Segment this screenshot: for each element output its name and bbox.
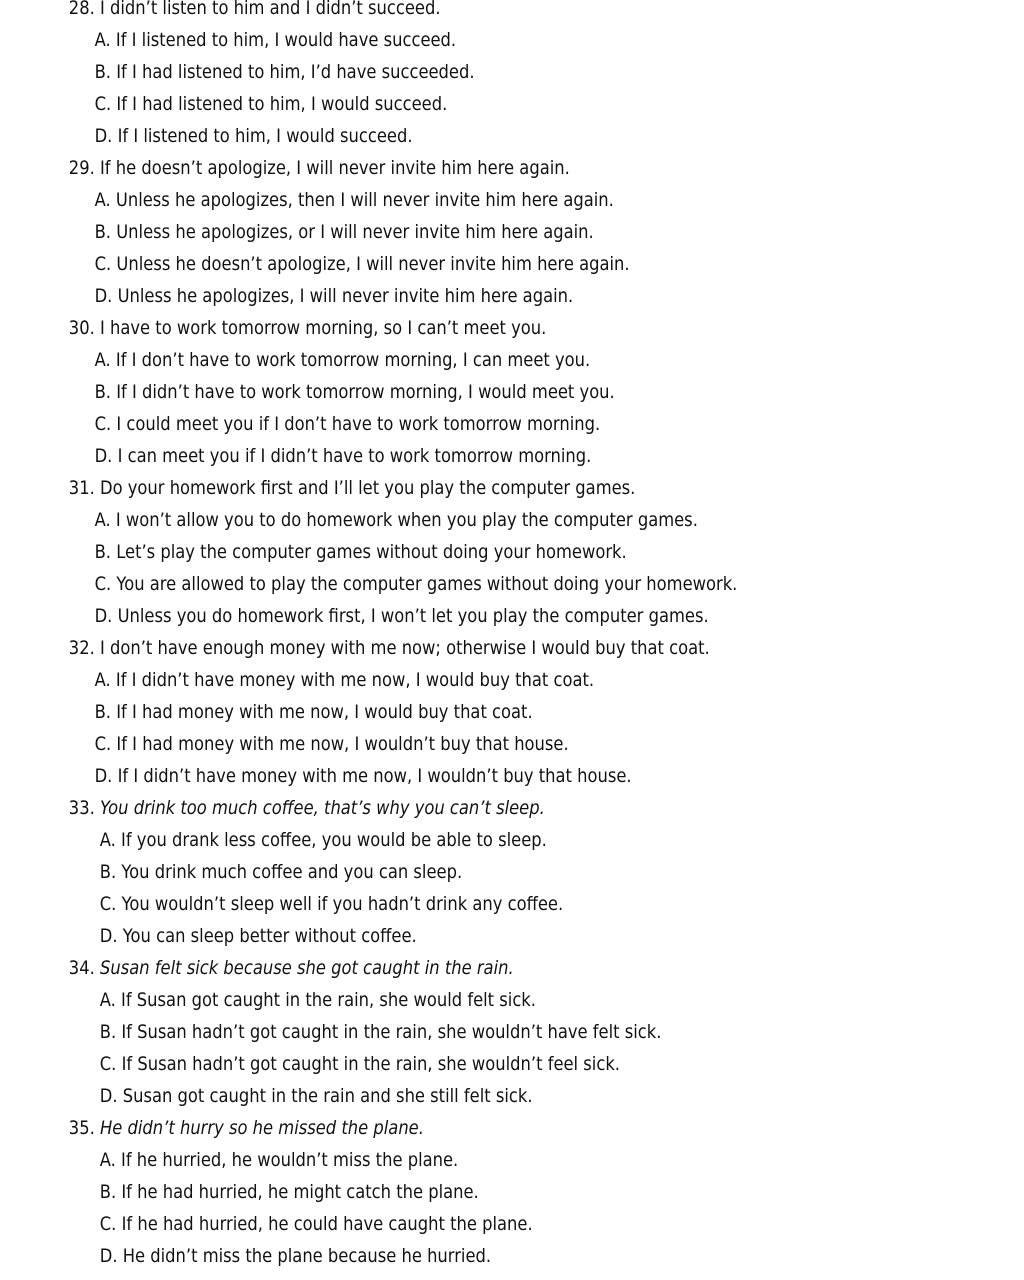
question-text: If he doesn’t apologize, I will never invite him here again. bbox=[99, 157, 570, 179]
option-text: I won’t allow you to do homework when you play the computer games. bbox=[115, 509, 698, 531]
option-text: Let’s play the computer games without doing your homework. bbox=[116, 541, 627, 563]
option-text: Unless he doesn’t apologize, I will never invite him here again. bbox=[116, 253, 630, 275]
option-letter: C. bbox=[99, 893, 117, 915]
option-text: If I had listened to him, I’d have succeeded. bbox=[116, 61, 475, 83]
option-b bbox=[0, 1016, 881, 1048]
option-text: If I had money with me now, I would buy that coat. bbox=[116, 701, 533, 723]
option-letter: D. bbox=[94, 445, 113, 467]
option-letter: D. bbox=[94, 285, 113, 307]
question-stem bbox=[0, 632, 881, 664]
question-32 bbox=[0, 632, 1024, 792]
question-text: I didn’t listen to him and I didn’t succeed. bbox=[99, 0, 441, 19]
option-d bbox=[0, 600, 881, 632]
option-text: If Susan hadn’t got caught in the rain, she wouldn’t feel sick. bbox=[121, 1053, 620, 1075]
option-a bbox=[0, 504, 881, 536]
option-text: If I don’t have to work tomorrow morning, I can meet you. bbox=[115, 349, 591, 371]
question-29 bbox=[0, 152, 1024, 312]
question-text: You drink too much coffee, that’s why you can’t sleep. bbox=[99, 797, 545, 819]
question-28 bbox=[0, 0, 1024, 152]
question-stem bbox=[0, 312, 881, 344]
option-a bbox=[0, 24, 881, 56]
question-34 bbox=[0, 952, 1024, 1112]
option-letter: A. bbox=[94, 189, 111, 211]
question-stem bbox=[0, 472, 881, 504]
question-number: 29. bbox=[68, 157, 95, 179]
option-letter: D. bbox=[99, 925, 118, 947]
question-number: 34. bbox=[68, 957, 95, 979]
option-b bbox=[0, 216, 881, 248]
question-number: 32. bbox=[68, 637, 95, 659]
option-text: Unless you do homework first, I won’t let you play the computer games. bbox=[117, 605, 709, 627]
question-30 bbox=[0, 312, 1024, 472]
option-b bbox=[0, 696, 881, 728]
option-text: You are allowed to play the computer games without doing your homework. bbox=[116, 573, 738, 595]
option-a bbox=[0, 1144, 881, 1176]
option-letter: A. bbox=[94, 349, 111, 371]
question-text: I have to work tomorrow morning, so I can’t meet you. bbox=[99, 317, 547, 339]
option-letter: C. bbox=[99, 1053, 117, 1075]
option-letter: C. bbox=[99, 1213, 117, 1235]
option-a bbox=[0, 184, 881, 216]
option-text: Susan got caught in the rain and she still felt sick. bbox=[122, 1085, 533, 1107]
option-a bbox=[0, 344, 881, 376]
question-stem bbox=[0, 1112, 881, 1144]
option-text: If I didn’t have to work tomorrow morning, I would meet you. bbox=[116, 381, 615, 403]
option-text: If he had hurried, he might catch the plane. bbox=[121, 1181, 479, 1203]
option-letter: B. bbox=[99, 861, 117, 883]
option-letter: B. bbox=[94, 541, 112, 563]
question-number: 30. bbox=[68, 317, 95, 339]
option-c bbox=[0, 1208, 881, 1240]
option-a bbox=[0, 984, 881, 1016]
option-letter: A. bbox=[94, 29, 111, 51]
option-c bbox=[0, 1048, 881, 1080]
option-c bbox=[0, 408, 881, 440]
option-text: If you drank less coffee, you would be able to sleep. bbox=[121, 829, 547, 851]
question-text: He didn’t hurry so he missed the plane. bbox=[99, 1117, 424, 1139]
question-text: I don’t have enough money with me now; otherwise I would buy that coat. bbox=[99, 637, 710, 659]
option-text: You can sleep better without coffee. bbox=[122, 925, 417, 947]
option-letter: C. bbox=[94, 93, 112, 115]
option-d bbox=[0, 120, 881, 152]
option-text: If he had hurried, he could have caught the plane. bbox=[121, 1213, 533, 1235]
option-c bbox=[0, 888, 881, 920]
option-text: You drink much coffee and you can sleep. bbox=[121, 861, 463, 883]
question-stem bbox=[0, 0, 881, 24]
option-letter: B. bbox=[99, 1181, 117, 1203]
option-d bbox=[0, 920, 881, 952]
option-a bbox=[0, 664, 881, 696]
option-d bbox=[0, 440, 881, 472]
option-text: Unless he apologizes, then I will never invite him here again. bbox=[115, 189, 614, 211]
option-letter: C. bbox=[94, 253, 112, 275]
question-35 bbox=[0, 1112, 1024, 1272]
option-text: If Susan got caught in the rain, she would felt sick. bbox=[121, 989, 536, 1011]
option-letter: D. bbox=[94, 765, 113, 787]
option-letter: A. bbox=[94, 509, 111, 531]
option-text: Unless he apologizes, I will never invite him here again. bbox=[117, 285, 574, 307]
option-d bbox=[0, 760, 881, 792]
option-text: If he hurried, he wouldn’t miss the plane. bbox=[121, 1149, 459, 1171]
option-a bbox=[0, 824, 881, 856]
option-letter: D. bbox=[99, 1085, 118, 1107]
option-letter: C. bbox=[94, 413, 112, 435]
option-letter: C. bbox=[94, 733, 112, 755]
option-letter: D. bbox=[99, 1245, 118, 1267]
question-number: 35. bbox=[68, 1117, 95, 1139]
option-b bbox=[0, 536, 881, 568]
option-b bbox=[0, 1176, 881, 1208]
option-letter: A. bbox=[99, 989, 116, 1011]
question-31 bbox=[0, 472, 1024, 632]
option-text: If I listened to him, I would have succeed. bbox=[115, 29, 457, 51]
option-letter: D. bbox=[94, 125, 113, 147]
option-text: If Susan hadn’t got caught in the rain, she wouldn’t have felt sick. bbox=[121, 1021, 662, 1043]
option-letter: A. bbox=[99, 1149, 116, 1171]
question-33 bbox=[0, 792, 1024, 952]
question-text: Do your homework first and I’ll let you play the computer games. bbox=[99, 477, 636, 499]
option-d bbox=[0, 1240, 881, 1272]
option-text: He didn’t miss the plane because he hurried. bbox=[122, 1245, 492, 1267]
option-letter: A. bbox=[94, 669, 111, 691]
option-letter: B. bbox=[94, 221, 112, 243]
option-c bbox=[0, 728, 881, 760]
option-c bbox=[0, 568, 881, 600]
question-number: 33. bbox=[68, 797, 95, 819]
question-stem bbox=[0, 152, 881, 184]
option-c bbox=[0, 248, 881, 280]
option-d bbox=[0, 1080, 881, 1112]
question-text: Susan felt sick because she got caught in the rain. bbox=[99, 957, 514, 979]
question-number: 31. bbox=[68, 477, 95, 499]
option-text: You wouldn’t sleep well if you hadn’t drink any coffee. bbox=[121, 893, 564, 915]
option-letter: C. bbox=[94, 573, 112, 595]
option-text: I can meet you if I didn’t have to work tomorrow morning. bbox=[117, 445, 592, 467]
question-stem bbox=[0, 952, 881, 984]
option-text: If I listened to him, I would succeed. bbox=[117, 125, 413, 147]
option-letter: A. bbox=[99, 829, 116, 851]
option-letter: B. bbox=[99, 1021, 117, 1043]
option-d bbox=[0, 280, 881, 312]
option-b bbox=[0, 56, 881, 88]
option-text: If I didn’t have money with me now, I wouldn’t buy that house. bbox=[117, 765, 632, 787]
option-b bbox=[0, 376, 881, 408]
option-letter: B. bbox=[94, 381, 112, 403]
question-stem bbox=[0, 792, 881, 824]
option-text: If I didn’t have money with me now, I would buy that coat. bbox=[115, 669, 595, 691]
option-letter: D. bbox=[94, 605, 113, 627]
option-letter: B. bbox=[94, 701, 112, 723]
option-text: Unless he apologizes, or I will never invite him here again. bbox=[116, 221, 594, 243]
question-number: 28. bbox=[68, 0, 95, 19]
option-text: I could meet you if I don’t have to work tomorrow morning. bbox=[116, 413, 601, 435]
option-c bbox=[0, 88, 881, 120]
option-text: If I had listened to him, I would succeed. bbox=[116, 93, 448, 115]
option-letter: B. bbox=[94, 61, 112, 83]
option-text: If I had money with me now, I wouldn’t buy that house. bbox=[116, 733, 569, 755]
option-b bbox=[0, 856, 881, 888]
